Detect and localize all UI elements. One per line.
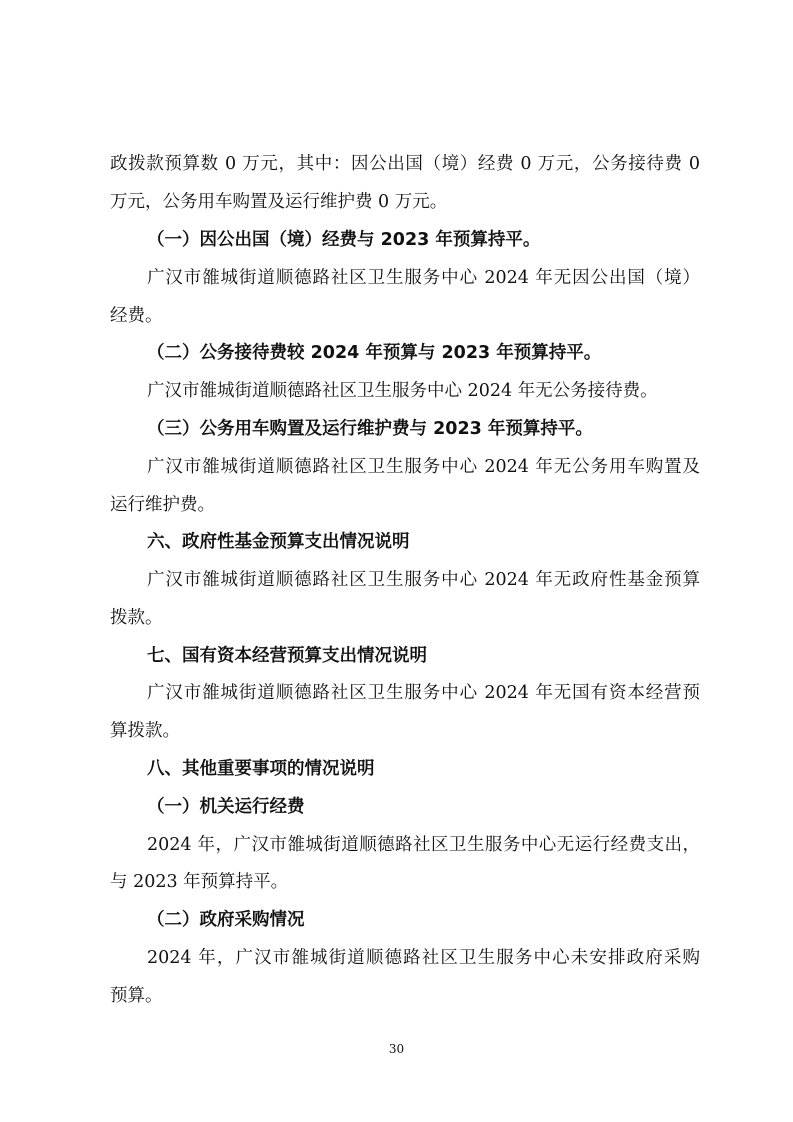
section-heading: 六、政府性基金预算支出情况说明 xyxy=(147,532,410,552)
body-text-line: 与 2023 年预算持平。 xyxy=(110,872,289,892)
body-text-line: 运行维护费。 xyxy=(110,495,215,515)
body-text-line: 2024 年，广汉市雒城街道顺德路社区卫生服务中心未安排政府采购 xyxy=(147,948,700,968)
body-text-line: 预算。 xyxy=(110,986,163,1006)
section-heading: （二）政府采购情况 xyxy=(147,910,305,930)
section-heading: （三）公务用车购置及运行维护费与 2023 年预算持平。 xyxy=(147,419,593,439)
section-heading: （一）因公出国（境）经费与 2023 年预算持平。 xyxy=(147,230,541,250)
body-text-line: 算拨款。 xyxy=(110,721,180,741)
body-text-line: 广汉市雒城街道顺德路社区卫生服务中心 2024 年无国有资本经营预 xyxy=(147,683,700,703)
body-text-line: 经费。 xyxy=(110,306,163,326)
body-text-line: 广汉市雒城街道顺德路社区卫生服务中心 2024 年无公务用车购置及 xyxy=(147,457,700,477)
body-text-line: 2024 年，广汉市雒城街道顺德路社区卫生服务中心无运行经费支出， xyxy=(147,835,700,855)
section-heading: 八、其他重要事项的情况说明 xyxy=(147,759,375,779)
section-heading: 七、国有资本经营预算支出情况说明 xyxy=(147,646,427,666)
body-text-line: 广汉市雒城街道顺德路社区卫生服务中心 2024 年无因公出国（境） xyxy=(147,268,700,288)
body-text-line: 广汉市雒城街道顺德路社区卫生服务中心 2024 年无公务接待费。 xyxy=(147,381,658,401)
section-heading: （一）机关运行经费 xyxy=(147,797,305,817)
body-text-line: 万元，公务用车购置及运行维护费 0 万元。 xyxy=(110,192,448,212)
page-number: 30 xyxy=(388,1042,405,1056)
body-text-line: 拨款。 xyxy=(110,608,163,628)
body-text-line: 广汉市雒城街道顺德路社区卫生服务中心 2024 年无政府性基金预算 xyxy=(147,570,700,590)
body-text-line: 政拨款预算数 0 万元，其中：因公出国（境）经费 0 万元，公务接待费 0 xyxy=(110,154,700,174)
section-heading: （二）公务接待费较 2024 年预算与 2023 年预算持平。 xyxy=(147,343,602,363)
